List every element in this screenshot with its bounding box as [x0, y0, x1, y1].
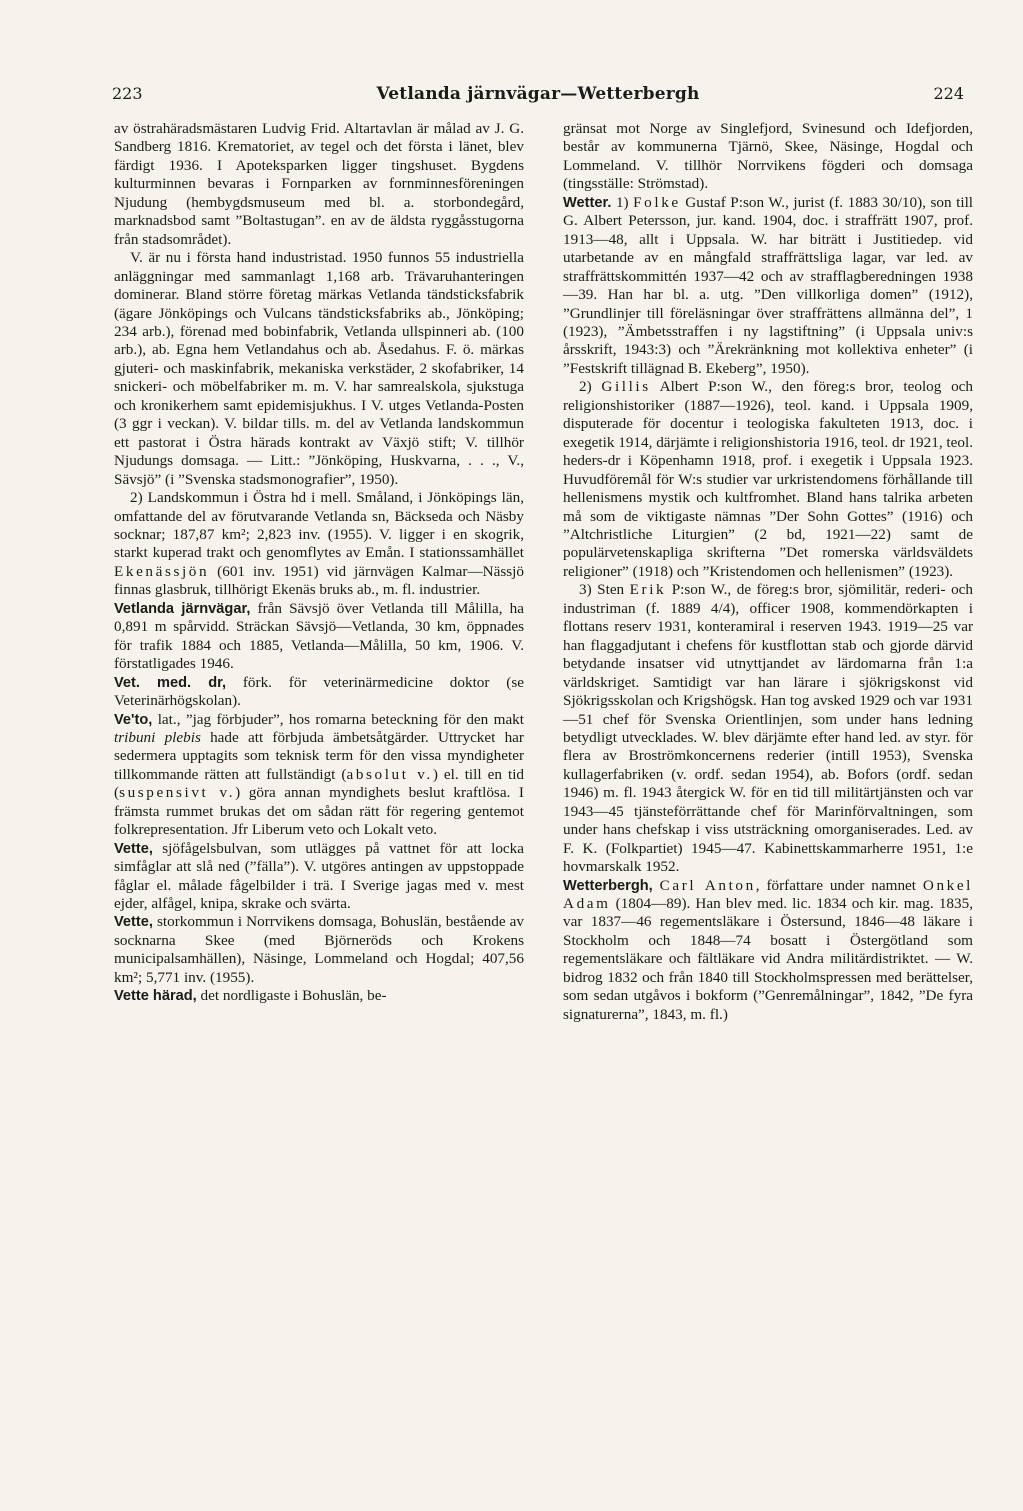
entry-headword: Vette, — [114, 840, 153, 857]
entry-headword: Wetterbergh, — [563, 877, 653, 894]
entry-vette-1: Vette, sjöfågelsbulvan, som utlägges på vattnet för att locka simfåglar att slå ned (”fälla”). V. utgöres antingen av uppstoppade fåglar el. målade fågelbilder i trä. I Sverige jagas med v. mest ejder, alfågel, knipa, skrake och svärta. — [114, 839, 524, 913]
entry-headword: Vette härad, — [114, 988, 197, 1005]
entry-wetter-3: 3) Sten Erik P:son W., de föreg:s bror, sjömilitär, rederi- och industriman (f. 1889 4/4), officer 1908, kommendörkapten i flottans reserv 1931, konteramiral i reserven 1943. 1919—25 var han flaggadjutant i chefens för kustflottan stab och gjorde därvid betydande insatser vid utnyttjandet av lärdomarna från 1:a världskriget. Samtidigt var han lärare i sjökrigskonst vid Sjökrigsskolan och Krigshögsk. Han tog avsked 1929 och var 1931—51 chef för Svenska Orientlinjen, som under hans ledning betydligt utvecklades. W. blev därjämte efter hand led. av styr. för flera av Broströmkoncernens rederier (intill 1953), Svenska kullagerfabriken (v. ordf. sedan 1954), ab. Bofors (ordf. sedan 1946) m. fl. 1943 återgick W. för en tid till militärtjänsten och var 1943—45 tjänsteförrättande chef för Marinförvaltningen, som under hans chefskap i viss utsträckning omorganiserades. Led. av F. K. (Folkpartiet) 1945—47. Kabinettskammarherre 1951, 1:e hovmarskalk 1952. — [563, 581, 974, 876]
entry-vette-2: Vette, storkommun i Norrvikens domsaga, Bohuslän, bestående av socknarna Skee (med Björneröds och Krokens municipalsamhällen), Näsinge, Lommeland och Hogdal; 407,56 km²; 5,771 inv. (1955). — [114, 913, 524, 986]
entry-veto: Ve'to, lat., ”jag förbjuder”, hos romarna beteckning för den makt tribuni plebis hade att förbjuda ämbetsåtgärder. Uttrycket har sedermera upptagits som teknisk term för den vissa myndigheter tillkommande rätten att fullständigt (absolut v.) el. till en tid (suspensivt v.) göra annan myndighets beslut kraftlösa. I främsta rummet brukas det om sådan rätt för regering gentemot folkrepresentation. Jfr Liberum veto och Lokalt veto. — [114, 710, 525, 839]
paragraph: 2) Landskommun i Östra hd i mell. Småland, i Jönköpings län, omfattande del av förutvarande Vetlanda sn, Bäckseda och Näsby socknar; 187,87 km²; 2,823 inv. (1955). V. ligger i en skogrik, starkt kuperad trakt och genomflytes av Emån. I stationssamhället Ekenässjön (601 inv. 1951) vid järnvägen Kalmar—Nässjö finnas glasbruk, tillhörigt Ekenäs bruks ab., m. fl. industrier. — [114, 489, 524, 599]
entry-headword: Ve'to, — [114, 711, 153, 728]
entry-headword: Vette, — [114, 914, 153, 931]
entry-wetter-1: Wetter. 1) Folke Gustaf P:son W., jurist (f. 1883 30/10), son till G. Albert Petersson, jur. kand. 1904, doc. i straffrätt 1907, prof. 1913—48, allt i Uppsala. W. har biträtt i Justitiedep. vid utarbetande av en mångfald straffrättsliga lagar, var led. av straffrättskommittén 1937—42 och av strafflagberedningen 1938—39. Han har bl. a. utg. ”Den villkorliga domen” (1912), ”Grundlinjer till föreläsningar över straffrättens allmänna del”, 1 (1923), ”Ämbetsstraffen i ny lagstiftning” (i Uppsala univ:s årsskrift, 1943:3) och ”Ärekränkning mot kollektiva enheter” (i ”Festskrift tillägnad B. Ekeberg”, 1950). — [563, 193, 974, 377]
entry-headword: Wetter. — [563, 194, 612, 211]
right-column — [563, 120, 973, 1024]
entry-wetter-2: 2) Gillis Albert P:son W., den föreg:s bror, teolog och religionshistoriker (1887—1926), teol. kand. i Uppsala 1909, disputerade för docentur i teologiska fakulteten 1913, doc. i exegetik 1914, därjämte i religionshistoria 1916, teol. dr 1921, teol. heders-dr i Köpenhamn 1918, prof. i exegetik i Uppsala 1923. Huvudföremål för W:s studier var urkristendomens förhållande till hellenismens mystik och kultfromhet. Bland hans talrika arbeten må som de viktigaste nämnas ”Der Sohn Gottes” (1916) och ”Altchristliche Liturgien” (2 bd, 1921—22) samt de populärvetenskapliga skrifterna ”Det romerska världsväldets religioner” (1918) och ”Kristendomen och hellenismen” (1923). — [563, 378, 974, 580]
running-title: Vetlanda järnvägar—Wetterbergh — [376, 84, 700, 104]
paragraph: av östrahäradsmästaren Ludvig Frid. Altartavlan är målad av J. G. Sandberg 1816. Krematoriet, av tegel och det första i länet, blev färdigt 1936. I Apoteksparken ligger tingshuset. Bygdens kulturminnen bevaras i Fornparken av fornminnesföreningen Njudung (hembygdsmuseum med bl. a. storbondegård, marknadsbod samt ”Boltastugan”. en av de äldsta ryggåsstugorna från stadsområdet). — [114, 120, 524, 248]
entry-vetlanda-jarnvagar: Vetlanda järnvägar, från Sävsjö över Vetlanda till Målilla, ha 0,891 m spårvidd. Sträckan Sävsjö—Vetlanda, 30 km, öppnades för trafik 1884 och 1885, Vetlanda—Målilla, 50 km, 1906. V. förstatligades 1946. — [114, 599, 524, 673]
entry-wetterbergh: Wetterbergh, Carl Anton, författare under namnet Onkel Adam (1804—89). Han blev med. lic. 1834 och kir. mag. 1835, var 1837—46 regementsläkare i Östersund, 1846—48 läkare i Stockholm och 1848—74 bosatt i Östergötland som regementsläkare och fältläkare vid Andra militärdistriktet. — W. bidrog 1832 och från 1840 till Stockholmspressen med berättelser, som sedan utgåvos i bokform (”Genremålningar”, 1842, ”De fyra signaturerna”, 1843, m. fl.) — [563, 876, 973, 1023]
paragraph: V. är nu i första hand industristad. 1950 funnos 55 industriella anläggningar med sammanlagt 1,168 arb. Trävaruhanteringen dominerar. Bland större företag märkas Vetlanda tändsticksfabrik (ägare Jönköpings och Vulcans tändsticksfabriks ab., Jönköping; 234 arb.), förenad med bobinfabrik, Vetlanda ullspinneri ab. (100 arb.), ab. Egna hem Vetlandahus och ab. Åsedahus. F. ö. märkas gjuteri- och maskinfabrik, mekaniska verkstäder, 2 skofabriker, 14 snickeri- och möbelfabriker m. m. V. har samrealskola, sjukstuga och kronikerhem samt epidemisjukhus. I V. utges Vetlanda-Posten (3 ggr i veckan). V. bildar tills. m. del av Vetlanda landskommun ett pastorat i Östra härads kontrakt av Växjö stift; V. tillhör Njudungs domsaga. — Litt.: ”Jönköping, Huskvarna, . . ., V., Sävsjö” (i ”Svenska stadsmonografier”, 1950). — [114, 249, 524, 488]
page-number-right: 224 — [933, 84, 964, 103]
entry-headword: Vet. med. dr, — [114, 674, 227, 691]
entry-headword: Vetlanda järnvägar, — [114, 600, 251, 617]
entry-vet-med-dr: Vet. med. dr, förk. för veterinärmedicine doktor (se Veterinärhögskolan). — [114, 673, 524, 710]
page-number-left: 223 — [112, 84, 143, 103]
paragraph: gränsat mot Norge av Singlefjord, Svinesund och Idefjorden, består av kommunerna Tjärnö, Skee, Näsinge, Hogdal och Lommeland. V. tillhör Norrvikens fögderi och domsaga (tingsställe: Strömstad). — [563, 120, 973, 193]
left-column — [114, 120, 524, 1006]
page-header — [112, 84, 964, 112]
entry-vette-harad: Vette härad, det nordligaste i Bohuslän, be- — [114, 987, 387, 1005]
